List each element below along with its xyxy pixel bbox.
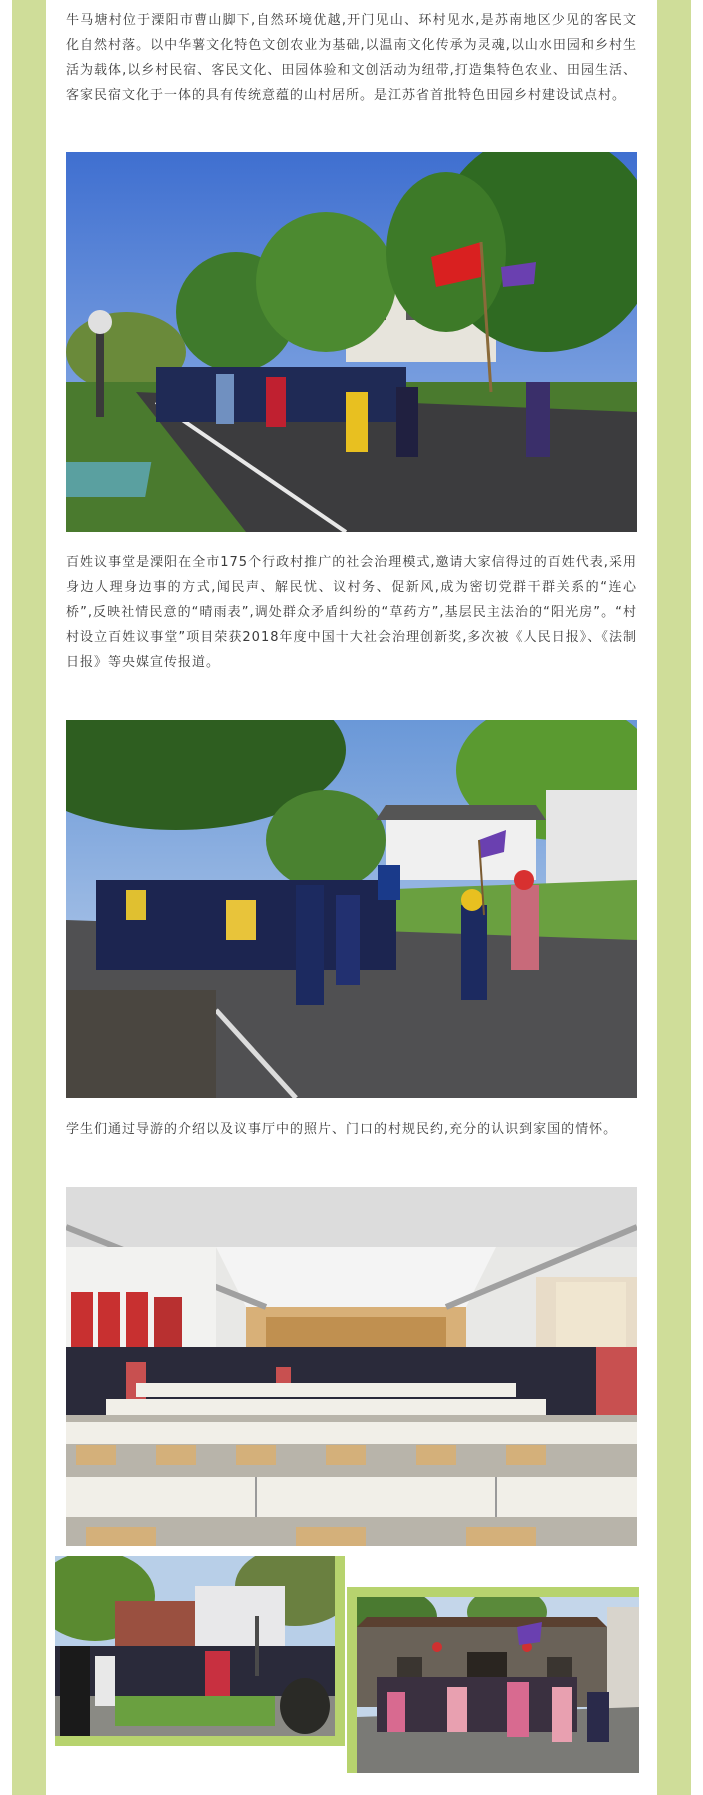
students-paragraph: 学生们通过导游的介绍以及议事厅中的照片、门口的村规民约,充分的认识到家国的情怀。 (66, 1122, 618, 1137)
photo-students-walking-road (66, 152, 637, 532)
photo-council-hall-interior (66, 1187, 637, 1546)
photo-students-group-road (66, 720, 637, 1098)
left-border-strip (12, 0, 46, 1795)
article-body (46, 0, 657, 1795)
council-paragraph: 百姓议事堂是溧阳在全市175个行政村推广的社会治理模式,邀请大家信得过的百姓代表,采用身边人理身边事的方式,闻民声、解民忧、议村务、促新风,成为密切党群干群关系的“连心桥”,反映社情民意的“晴雨表”,调处群众矛盾纠纷的“草药方”,基层民主法治的“阳光房”。“村村设立百姓议事堂”项目荣获2018年度中国十大社会治理创新奖,多次被《人民日报》、《法制日报》等央媒宣传报道。 (66, 555, 637, 670)
photo-stone-house-group (357, 1597, 639, 1773)
photo-village-courtyard (55, 1556, 335, 1736)
intro-paragraph: 牛马塘村位于溧阳市曹山脚下,自然环境优越,开门见山、环村见水,是苏南地区少见的客民文化自然村落。以中华薯文化特色文创农业为基础,以温南文化传承为灵魂,以山水田园和乡村生活为载体,以乡村民宿、客民文化、田园体验和文创活动为纽带,打造集特色农业、田园生活、客家民宿文化于一体的具有传统意蕴的山村居所。是江苏省首批特色田园乡村建设试点村。 (66, 13, 637, 103)
right-border-strip (657, 0, 691, 1795)
